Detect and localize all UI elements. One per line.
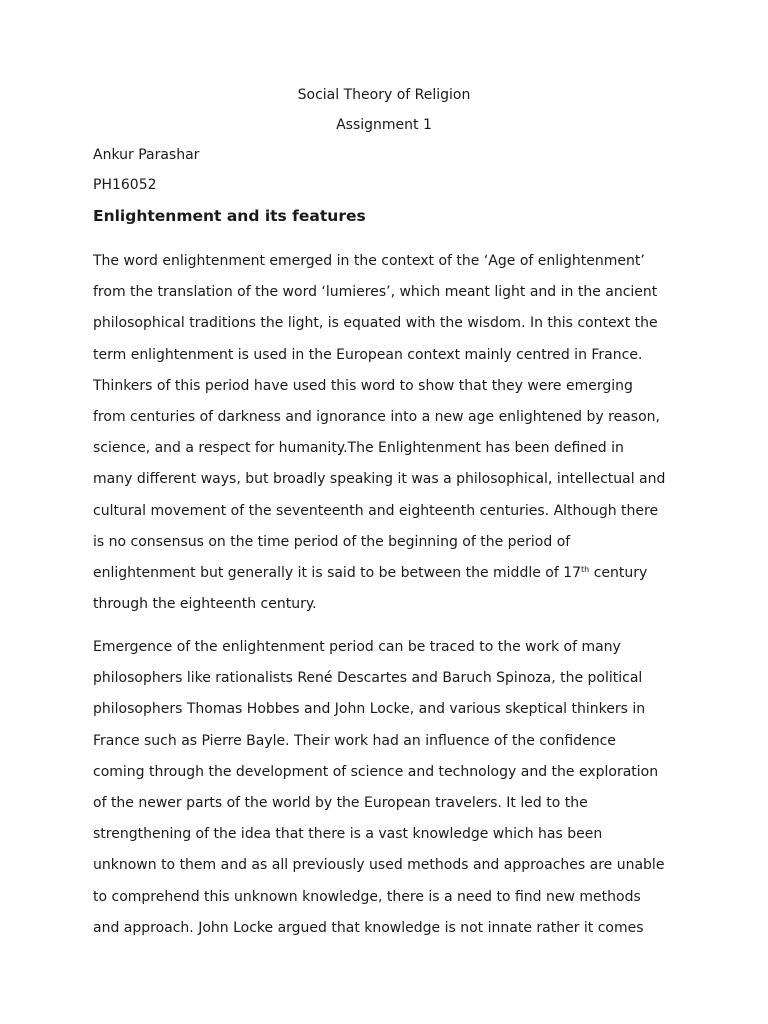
paragraph-line: from centuries of darkness and ignorance into a new age enlightened by reason, bbox=[93, 408, 660, 425]
paragraph-line: philosophers like rationalists René Descartes and Baruch Spinoza, the political bbox=[93, 670, 643, 687]
paragraph-line: through the eighteenth century. bbox=[93, 596, 317, 613]
paragraph-line: to comprehend this unknown knowledge, there is a need to find new methods bbox=[93, 888, 641, 905]
paragraph-line: cultural movement of the seventeenth and eighteenth centuries. Although there bbox=[93, 502, 659, 519]
paragraph-line: France such as Pierre Bayle. Their work had an influence of the confidence bbox=[93, 732, 616, 749]
paragraph-line: many different ways, but broadly speaking it was a philosophical, intellectual and bbox=[93, 471, 666, 488]
paragraph-line: Thinkers of this period have used this word to show that they were emerging bbox=[93, 377, 633, 394]
paragraph-line: science, and a respect for humanity.The Enlightenment has been defined in bbox=[93, 440, 624, 457]
author-name: Ankur Parashar bbox=[93, 147, 200, 163]
paragraph-line: coming through the development of science and technology and the exploration bbox=[93, 763, 659, 780]
assignment-label: Assignment 1 bbox=[336, 117, 432, 133]
paragraph-line: unknown to them and as all previously used methods and approaches are unable bbox=[93, 857, 665, 874]
paragraph-line: Emergence of the enlightenment period can be traced to the work of many bbox=[93, 639, 621, 655]
paragraph-line: and approach. John Locke argued that knowledge is not innate rather it comes bbox=[93, 919, 644, 936]
line-text: enlightenment but generally it is said to be between the middle of 17 bbox=[93, 564, 582, 581]
paragraph-line: philosophers Thomas Hobbes and John Locke, and various skeptical thinkers in bbox=[93, 701, 646, 718]
course-title: Social Theory of Religion bbox=[297, 87, 471, 103]
roll-number: PH16052 bbox=[93, 177, 157, 193]
paragraph-line: term enlightenment is used in the European context mainly centred in France. bbox=[93, 346, 643, 363]
paragraph-line: philosophical traditions the light, is equated with the wisdom. In this context the bbox=[93, 315, 658, 332]
paragraph-1 bbox=[93, 251, 693, 625]
section-heading: Enlightenment and its features bbox=[93, 207, 366, 225]
paragraph-line: strengthening of the idea that there is a vast knowledge which has been bbox=[93, 826, 603, 843]
paragraph-line: from the translation of the word ‘lumieres’, which meant light and in the ancient bbox=[93, 284, 658, 301]
ordinal-superscript: th bbox=[581, 564, 590, 574]
paragraph-line bbox=[93, 563, 693, 594]
paragraph-line: The word enlightenment emerged in the context of the ‘Age of enlightenment’ bbox=[93, 253, 645, 269]
paragraph-line: is no consensus on the time period of the beginning of the period of bbox=[93, 533, 571, 550]
paragraph-line: of the newer parts of the world by the European travelers. It led to the bbox=[93, 794, 588, 811]
line-text: century bbox=[589, 564, 648, 581]
paragraph-2 bbox=[93, 637, 693, 949]
